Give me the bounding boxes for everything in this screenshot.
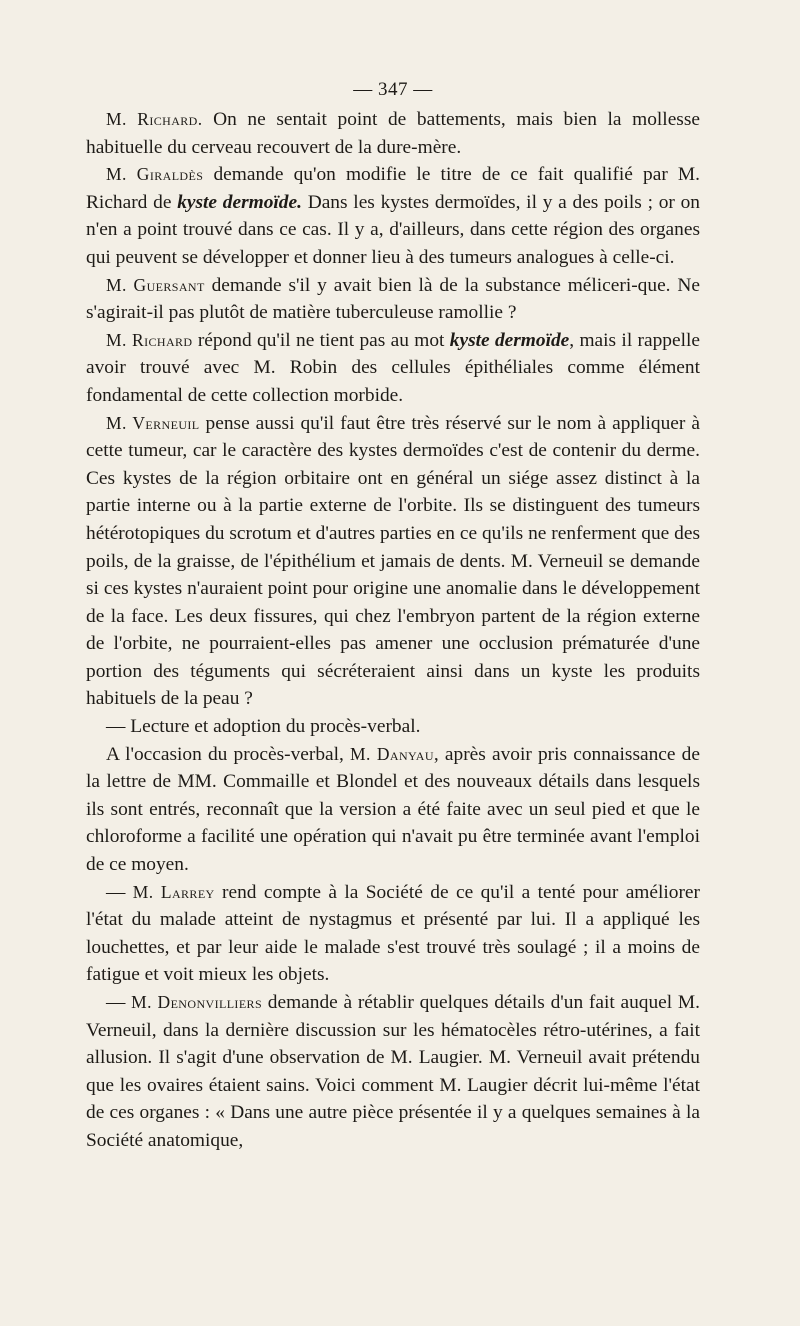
- paragraph-text: , mais il rappelle avoir trouvé avec M. Robin des cellules épithéliales comme élément fondamental de cette collection morbide.: [86, 329, 700, 406]
- speaker-name: M. Denonvilliers: [131, 992, 263, 1012]
- paragraph-text: répond qu'il ne tient pas au mot: [192, 329, 450, 351]
- paragraph-richard-1: [86, 106, 700, 161]
- speaker-name: M. Giraldès: [106, 164, 204, 185]
- speaker-name: M. Richard.: [106, 109, 203, 129]
- paragraph-text: demande qu'on modifie le titre de ce fait qualifié par M. Richard de: [86, 164, 701, 213]
- paragraph-lecture: [86, 713, 700, 741]
- paragraph-text: demande à rétablir quelques détails d'un fait auquel M. Verneuil, dans la dernière discussion sur les hématocèles rétro-utérines, a fait allusion. Il s'agit d'une observation de M. Laugier. M. Verneuil avait prétendu que les ovaires étaient sains. Voici comment M. Laugier décrit lui-même l'état de ces organes : « Dans une autre pièce présentée il y a quelques semaines à la Société anatomique,: [86, 992, 700, 1151]
- paragraph-denonvilliers: [86, 989, 700, 1155]
- paragraph-giraldes: [86, 161, 700, 271]
- paragraph-text: A l'occasion du procès-verbal,: [106, 743, 351, 765]
- dash-prefix: —: [106, 881, 133, 903]
- speaker-name: M. Richard: [106, 329, 193, 350]
- paragraph-text: Dans les kystes dermoïdes, il y a des poils ; or on n'en a point trouvé dans ce cas. Il y a, d'ailleurs, dans cette région des organes qui peuvent se développer et donner lieu à des tumeurs analogues à celle-ci.: [86, 191, 700, 268]
- paragraph-richard-2: [86, 327, 700, 410]
- page-number: — 347 —: [353, 79, 433, 100]
- paragraph-verneuil: [86, 410, 700, 714]
- speaker-name: M. Larrey: [132, 881, 215, 902]
- paragraph-danyau: [86, 741, 700, 879]
- emphasis-term: kyste dermoïde: [449, 329, 570, 351]
- speaker-name: M. Guersant: [106, 274, 205, 295]
- paragraph-text: rend compte à la Société de ce qu'il a tenté pour améliorer l'état du malade atteint de nystagmus et présenté par lui. Il a appliqué les louchettes, et par leur aide le malade s'est trouvé très soulagé ; il a moins de fatigue et voit mieux les objets.: [86, 881, 700, 986]
- paragraph-guersant: [86, 272, 700, 327]
- paragraph-larrey: [86, 879, 700, 989]
- paragraph-text: On ne sentait point de battements, mais bien la mollesse habituelle du cerveau recouvert de la dure-mère.: [86, 109, 700, 158]
- speaker-name: M. Verneuil: [106, 412, 200, 433]
- paragraph-text: pense aussi qu'il faut être très réservé sur le nom à appliquer à cette tumeur, car le caractère des kystes dermoïdes c'est de contenir du derme. Ces kystes de la région orbitaire ont en général un siége assez distinct à la partie interne ou à la partie externe de l'orbite. Ils se distinguent des tumeurs hétérotopiques du scrotum et d'autres parties en ce qu'ils ne renferment que des poils, de la graisse, de l'épithélium et jamais de dents. M. Verneuil se demande si ces kystes n'auraient point pour origine une anomalie dans le développement de la face. Les deux fissures, qui chez l'embryon partent de la région externe de l'orbite, ne pourraient-elles pas amener une occlusion prématurée d'une portion des téguments qui sécréteraient ainsi dans un kyste les produits habituels de la peau ?: [86, 412, 700, 710]
- speaker-name: M. Danyau: [350, 743, 434, 764]
- paragraph-text: , après avoir pris connaissance de la lettre de MM. Commaille et Blondel et des nouveaux détails dans lesquels ils sont entrés, reconnaît que la version a été faite avec un seul pied et que le chloroforme a facilité une opération qui n'avait pu être terminée avant l'emploi de ce moyen.: [86, 743, 700, 876]
- emphasis-term: kyste dermoïde.: [177, 191, 302, 213]
- dash-prefix: —: [106, 992, 132, 1013]
- paragraph-text: demande s'il y avait bien là de la substance méliceri-que. Ne s'agirait-il pas plutôt de matière tuberculeuse ramollie ?: [86, 274, 701, 324]
- paragraph-text: — Lecture et adoption du procès-verbal.: [106, 716, 421, 738]
